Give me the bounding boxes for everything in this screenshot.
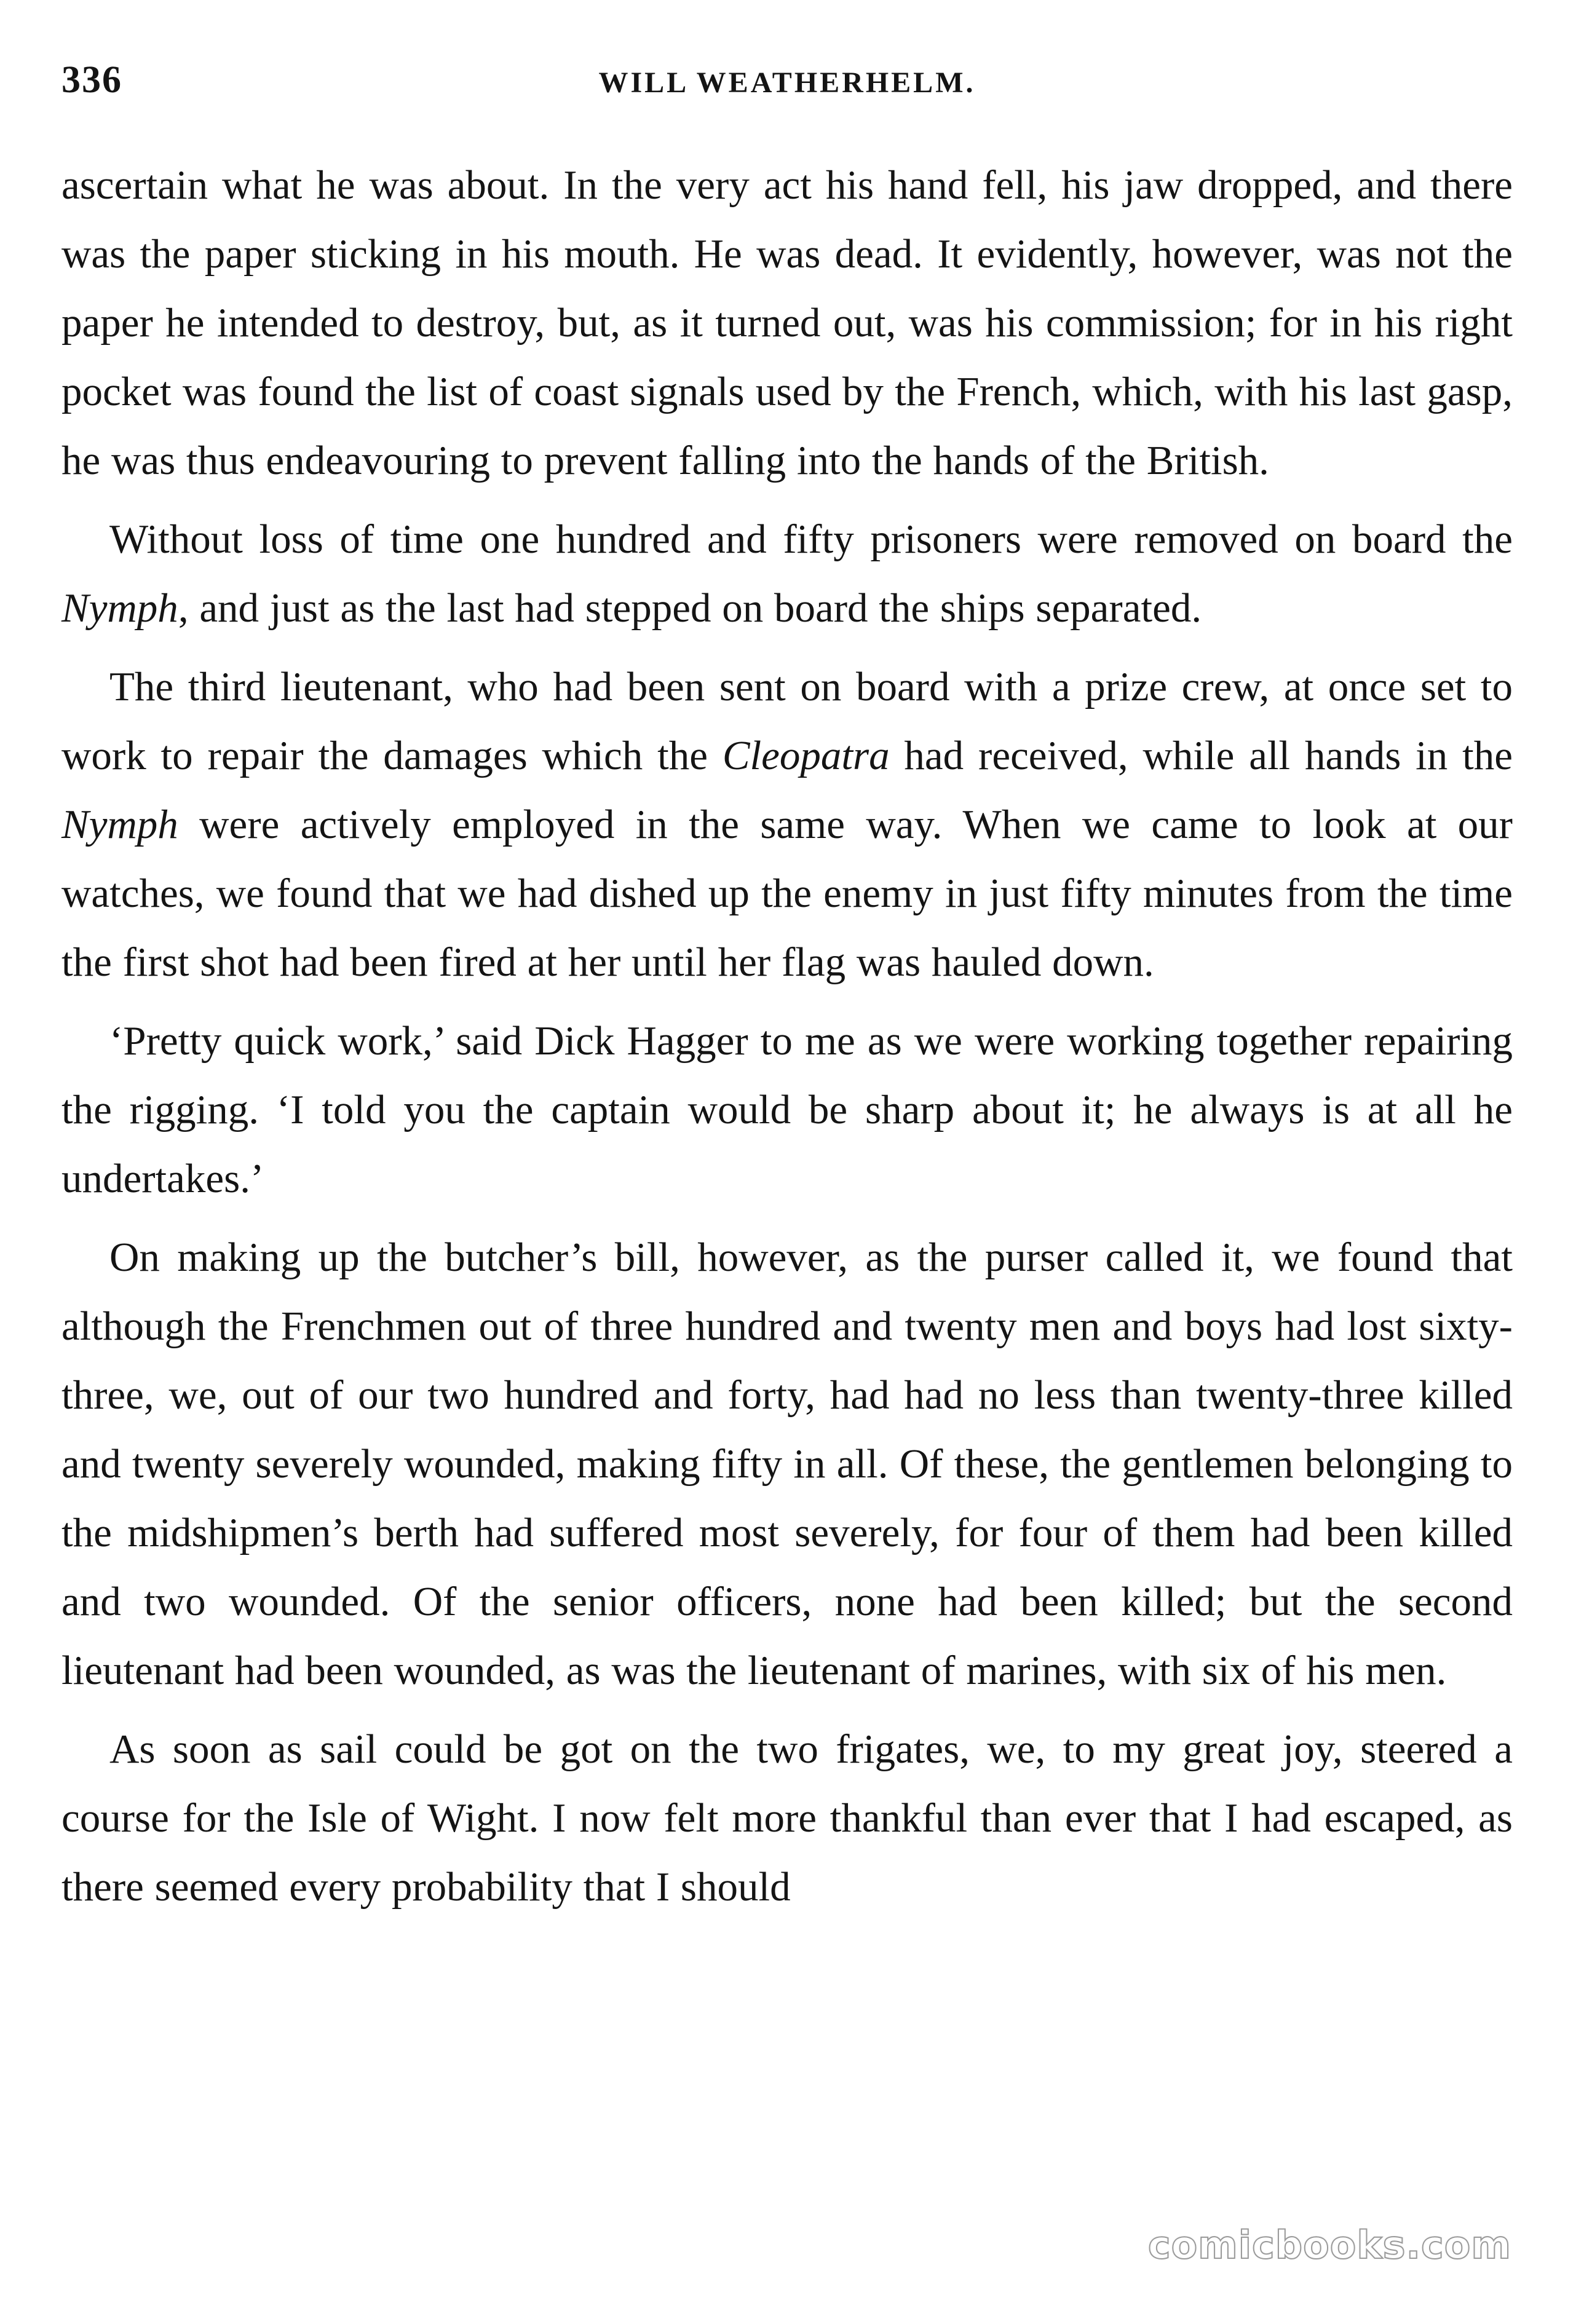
text-run: Without loss of time one hundred and fifty prisoners were removed on board the <box>109 516 1513 562</box>
text-run: On making up the butcher’s bill, however, as the purser called it, we found that although the Frenchmen out of three hundred and twenty men and boys had lost sixty-three, we, out of our two hundred and forty, had had no less than twenty-three killed and twenty severely wounded, making fifty in all. Of these, the gentlemen belonging to the midshipmen’s berth had suffered most severely, for four of them had been killed and two wounded. Of the senior officers, none had been killed; but the second lieutenant had been wounded, as was the lieutenant of marines, with six of his men. <box>61 1235 1513 1693</box>
italic-text: Cleopatra <box>722 733 890 778</box>
watermark: comicbooks.com <box>1147 2223 1511 2267</box>
paragraph <box>61 1715 1513 1921</box>
running-title: WILL WEATHERHELM. <box>598 66 976 99</box>
paragraph <box>61 151 1513 495</box>
paragraph <box>61 1223 1513 1705</box>
paragraph <box>61 505 1513 642</box>
text-run: had received, while all hands in the <box>889 733 1513 778</box>
paragraph <box>61 1006 1513 1213</box>
text-run: As soon as sail could be got on the two frigates, we, to my great joy, steered a course for the Isle of Wight. I now felt more thankful than ever that I had escaped, as there seemed every probability that I should <box>61 1726 1513 1910</box>
italic-text: Nymph <box>61 802 178 847</box>
body-text <box>61 151 1513 1931</box>
paragraph <box>61 652 1513 997</box>
page-number: 336 <box>61 59 122 101</box>
text-run: , and just as the last had stepped on board the ships separated. <box>178 585 1202 631</box>
running-header <box>61 58 1513 108</box>
text-run: ‘Pretty quick work,’ said Dick Hagger to me as we were working together repairing the rigging. ‘I told you the captain would be sharp about it; he always is at all he undertakes.’ <box>61 1018 1513 1201</box>
text-run: ascertain what he was about. In the very act his hand fell, his jaw dropped, and there was the paper sticking in his mouth. He was dead. It evidently, however, was not the paper he intended to destroy, but, as it turned out, was his commission; for in his right pocket was found the list of coast signals used by the French, which, with his last gasp, he was thus endeavouring to prevent falling into the hands of the British. <box>61 162 1513 483</box>
italic-text: Nymph <box>61 585 178 631</box>
text-run: were actively employed in the same way. When we came to look at our watches, we found that we had dished up the enemy in just fifty minutes from the time the first shot had been fired at her until her flag was hauled down. <box>61 802 1513 985</box>
text-run: The third lieutenant, who had been sent on board with a prize crew, at once set to work to repair the damages which the <box>61 664 1513 778</box>
